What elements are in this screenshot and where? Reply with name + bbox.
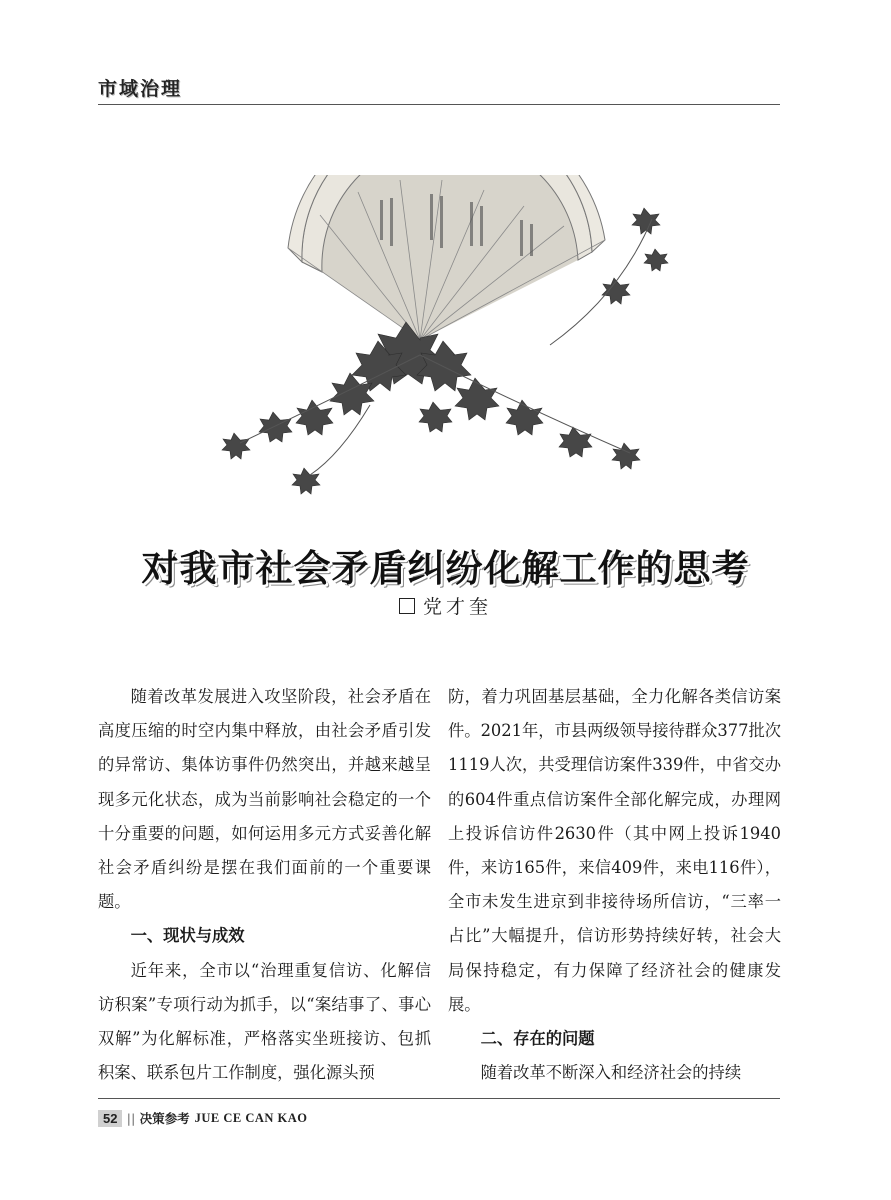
footer-separator-icon: ||: [126, 1110, 136, 1126]
section-label: 市域治理: [98, 78, 183, 100]
paragraph: 随着改革不断深入和经济社会的持续: [480, 1063, 742, 1083]
journal-name-en: JUE CE CAN KAO: [194, 1110, 308, 1125]
page-footer: [98, 1109, 308, 1127]
author-line: [0, 592, 891, 619]
paragraph: 近年来，全市以“治理重复信访、化解信访积案”专项行动为抓手，以“案结事了、事心双解”为化解标准，严格落实坐班接访、包抓积案、联系包片工作制度，强化源头预: [98, 960, 431, 1083]
footer-divider: [98, 1098, 780, 1099]
section-heading: 二、存在的问题: [480, 1029, 595, 1049]
author-name: 党才奎: [422, 596, 492, 618]
journal-name: 决策参考: [139, 1111, 190, 1126]
article-title: 对我市社会矛盾纠纷化解工作的思考: [141, 547, 750, 590]
page-number: 52: [98, 1110, 122, 1127]
left-column: [98, 680, 431, 1090]
author-box-icon: [399, 598, 415, 614]
header-divider: [98, 104, 780, 105]
right-column: [448, 680, 781, 1090]
paragraph: 防，着力巩固基层基础，全力化解各类信访案件。2021年，市县两级领导接待群众377批次1119人次，共受理信访案件339件，中省交办的604件重点信访案件全部化解完成，办理网上投诉信访件2630件（其中网上投诉1940件，来访165件，来信409件，来电116件），全市未发生进京到非接待场所信访，“三率一占比”大幅提升，信访形势持续好转，社会大局保持稳定，有力保障了经济社会的健康发展。: [448, 687, 782, 1014]
section-heading: 一、现状与成效: [130, 926, 245, 946]
fan-with-ivy-icon: [220, 175, 680, 505]
paragraph: 随着改革发展进入攻坚阶段，社会矛盾在高度压缩的时空内集中释放，由社会矛盾引发的异常访、集体访事件仍然突出，并越来越呈现多元化状态，成为当前影响社会稳定的一个十分重要的问题，如何运用多元方式妥善化解社会矛盾纠纷是摆在我们面前的一个重要课题。: [98, 687, 431, 912]
